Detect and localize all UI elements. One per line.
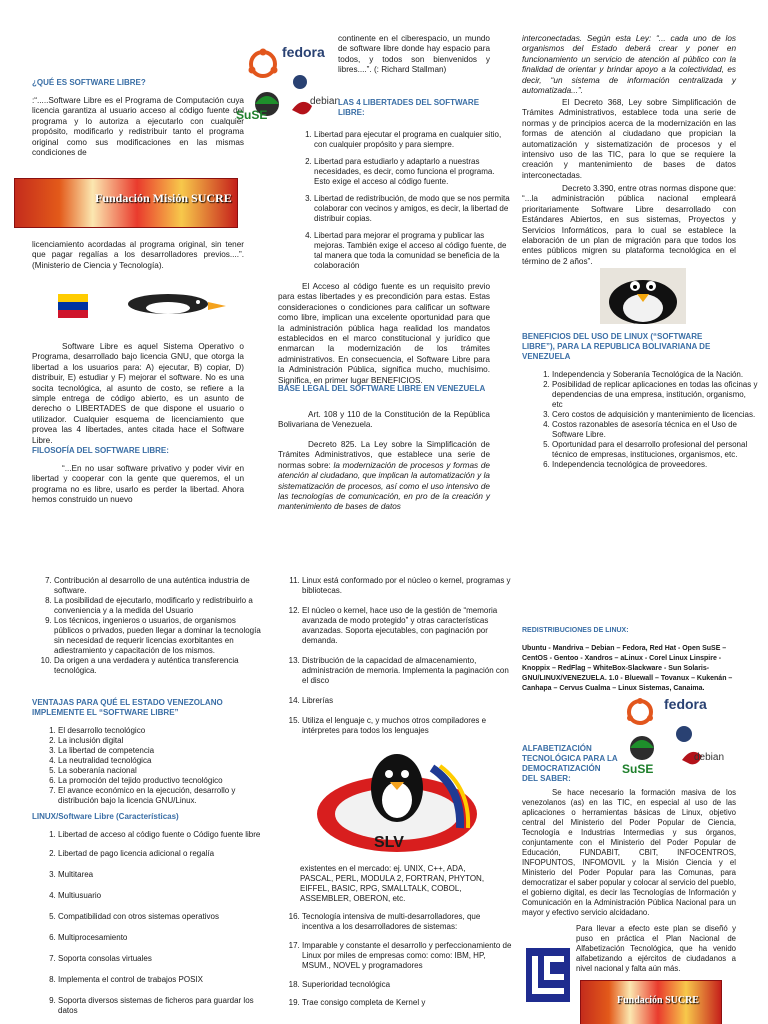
heading-filosofia: FILOSOFÍA DEL SOFTWARE LIBRE: [32, 446, 169, 455]
heading-alfabetizacion: ALFABETIZACIÓN TECNOLÓGICA PARA LA DEMOCRATIZACIÓN DEL SABER: [522, 744, 618, 783]
benefits-list [530, 370, 758, 470]
contribution-item: 7. Contribución al desarrollo de una auténtica industria de software. [54, 576, 264, 596]
feature-item: 4. Multiusuario [58, 891, 268, 901]
advantage-item: 6. La promoción del tejido productivo tecnológico [58, 776, 268, 786]
para-acceso-codigo: El Acceso al código fuente es un requisito previo para estas libertades y es precondición para estas. Estas consideraciones o condiciones para calificar un software como libre, implican una excelente oportunidad para que la administración pública haga realidad los mandatos establecidos en el marco constitucional y jurídico que enmarcan la modernización de los trámites administrativos. En consecuencia, el Software Libre para la Administración Pública, significa mucho, muchísimo. Significa, en primer lugar BENEFICIOS. [278, 282, 490, 385]
linux-item: 17. Imparable y constante el desarrollo y perfeccionamiento de Linux por miles de empresas como: como: IBM, HP, MSUM., NOVEL y programadores [302, 941, 512, 971]
freedom-item: 4. Libertad para mejorar el programa y publicar las mejoras. También exige el acceso al código fuente, de tal manera que toda la comunidad se beneficia de la colaboración [314, 231, 512, 271]
benefit-item: 6. Independencia tecnológica de proveedores. [552, 460, 758, 470]
tux-penguin-image [600, 268, 686, 324]
advantage-item: 1. El desarrollo tecnológico [58, 726, 268, 736]
para-constitucion: Art. 108 y 110 de la Constitución de la República Bolivariana de Venezuela. [278, 410, 490, 430]
freedom-item: 3. Libertad de redistribución, de modo que se nos permita colaborar con vecinos y amigos, es decir, la libertad de distribuir copias. [314, 194, 512, 224]
contribution-item: 9. Los técnicos, ingenieros o usuarios, de organismos públicos o privados, pueden llegar a dominar la tecnología sin necesidad de requerir licencias exorbitantes en adiestramiento y capacitación de los mismos. [54, 616, 264, 656]
feature-item: 3. Multitarea [58, 870, 268, 880]
feature-item: 5. Compatibilidad con otros sistemas operativos [58, 912, 268, 922]
mision-sucre-banner-bottom [580, 980, 722, 1024]
heading-ventajas: VENTAJAS PARA QUÉ EL ESTADO VENEZOLANO IMPLEMENTE EL “SOFTWARE LIBRE” [32, 698, 223, 717]
contributions-list [32, 576, 264, 676]
feature-item: 6. Multiprocesamiento [58, 933, 268, 943]
slv-text: SLV [374, 834, 404, 851]
feature-item: 9. Soporta diversos sistemas de ficheros para guardar los datos [58, 996, 268, 1016]
feature-item: 7. Soporta consolas virtuales [58, 954, 268, 964]
benefit-item: 1. Independencia y Soberanía Tecnológica de la Nación. [552, 370, 758, 380]
debian-logo-text-bottom: debian [694, 752, 725, 763]
banner-text: Fundación Misión SUCRE [95, 191, 232, 205]
freedom-item: 2. Libertad para estudiarlo y adaptarlo a nuestras necesidades, es decir, como funciona el programa. Esto exige el acceso al código fuente. [314, 157, 512, 187]
feature-item: 8. Implementa el control de trabajos POSIX [58, 975, 268, 985]
para-filosofia: “...En no usar software privativo y poder vivir en libertad y cooperar con la gente que queremos, el un programa no es libre, usarlo es perder la libertad. Ahora hemos construido un nuevo [32, 464, 244, 505]
linux-item: 12. El núcleo o kernel, hace uso de la gestión de “memoria avanzada de modo protegido” y otras características avanzadas. Soporta ejecutables, con paginación por demanda. [302, 606, 512, 646]
freedom-item: 1. Libertad para ejecutar el programa en cualquier sitio, con cualquier propósito y para siempre. [314, 130, 512, 150]
linux-item: 13. Distribución de la capacidad de almacenamiento, administración de memoria. Implementa la paginación con el disco [302, 656, 512, 686]
linux-item: 19. Trae consigo completa de Kernel y [302, 998, 512, 1008]
banner-text-bottom: Fundación SUCRE [617, 995, 699, 1006]
heading-beneficios: BENEFICIOS DEL USO DE LINUX (“SOFTWARE LIBRE”), PARA LA REPUBLICA BOLIVARIANA DE VENEZUELA [522, 332, 711, 361]
suse-logo-text: SuSE [236, 108, 268, 122]
plan-nacional-logo [526, 948, 570, 1002]
col1-top [32, 78, 244, 88]
linux-item: 16. Tecnología intensiva de multi-desarrolladores, que incentiva a los desarrolladores de sistemas: [302, 912, 512, 932]
linux-item: 14. Librerías [302, 696, 512, 706]
heading-base-legal: BASE LEGAL DEL SOFTWARE LIBRE EN VENEZUELA [278, 384, 486, 393]
fedora-logo-text-bottom: fedora [664, 696, 707, 712]
linux-item: 18. Superioridad tecnológica [302, 980, 512, 990]
para-licenciamiento: licenciamiento acordadas al programa original, sin tener que pagar regalías a los desarrolladores previos....”. (Ministerio de Ciencia y Tecnología). [32, 240, 244, 270]
para-decreto-825 [278, 440, 490, 513]
advantage-item: 4. La neutralidad tecnológica [58, 756, 268, 766]
advantages-list [36, 726, 268, 806]
freedoms-list [292, 130, 512, 278]
languages-text: existentes en el mercado: ej. UNIX, C++, ADA, PASCAL, PERL, MODULA 2, FORTRAN, PHYTON, EIFFEL, BASIC, RPG, SMALLTALK, COBOL, ASSEMBLER, OBERON, etc. [300, 864, 485, 903]
heading-4-libertades: LAS 4 LIBERTADES DEL SOFTWARE LIBRE: [338, 98, 480, 117]
benefit-item: 4. Costos razonables de asesoría técnica en el Uso de Software Libre. [552, 420, 758, 440]
advantage-item: 3. La libertad de competencia [58, 746, 268, 756]
para-alfabetizacion: Se hace necesario la formación masiva de los venezolanos (as) en las TIC, en especial al uso de las aplicaciones o herramientas básicas de Linux, objetivo central del Ministerio del Poder Popular de Ciencia, Tecnología e Industrias Intermedias y sus órganos, conjuntamente con el Ministerio del Poder Popular de Educación, FUNDABIT, CBIT, INFOCENTROS, INFOPUNTOS, INFOMOVIL y la Misión Ciencia y el Ministerio del Poder Popular para las Comunas, para democratizar el saber popular y colocar al servicio del pueblo, el gobierno digital, es decir las Tecnologías de Información y Comunicación en la Administración Pública Nacional para un mayor y efectivo servicio alcidadano. [522, 788, 736, 917]
para-plan-nacional: Para llevar a efecto este plan se diseñó y puso en práctica el Plan Nacional de Alfabetización Tecnológica, que ha venido alfabetizando a ejércitos de ciudadanos a nivel nacional y falta aún más. [576, 924, 736, 973]
linux-item: 11. Linux está conformado por el núcleo o kernel, programas y bibliotecas. [302, 576, 512, 596]
para-software-libre: Software Libre es aquel Sistema Operativo o Programa, desarrollado bajo licencia GNU, que otorga la libertad a los usuarios para: A) ejecutar, B) copiar, D) distribuir, E) estudiar y F) mejorar el software. No es una socita tecnológica, al asunto de costo, se refiere a la simple entrega de código abierto, es un asunto de derecho o LIBERTADES de que dispone el usuario o utilizador. Cualquier esquema de licenciamiento que provea las 4 libertades, antes citada hace el Software Libre. [32, 342, 244, 445]
mision-sucre-banner [14, 178, 238, 228]
para-decreto-3390: Decreto 3.390, entre otras normas dispone que: “...la administración pública nacional empleará prioritariamente Software Libre desarrollado con Estándares Abiertos, en sus sistemas, Proyectos y Servicios Informáticos, para lo cual se establece la elaboración de un plan de migración para que todos los entes públicos migren su plataforma tecnológica en el término de 2 años”. [522, 184, 736, 266]
contribution-item: 8. La posibilidad de ejecutarlo, modificarlo y redistribuirlo a conveniencia y a la medida del Usuario [54, 596, 264, 616]
linux-items-list-b [280, 912, 512, 1008]
advantage-item: 7. El avance económico en la ejecución, desarrollo y distribución bajo la licencia GNU/Linux. [58, 786, 268, 806]
penguin-flag-image [58, 282, 228, 332]
benefit-item: 3. Cero costos de adquisición y mantenimiento de licencias. [552, 410, 758, 420]
decreto-825-text: Decreto 825. La Ley sobre la Simplificación de Trámites Administrativos, que establece una serie de normas sobre: [278, 440, 490, 470]
suse-logo-text-bottom: SuSE [622, 762, 654, 776]
slv-logo [312, 748, 482, 860]
para-interconectadas: interconectadas. Según esta Ley: “... cada uno de los organismos del Estado deberá crear y poner en funcionamiento un servicio de atención al público con la finalidad de orientar y brindar apoyo a la colectividad, es decir, “un sistema de información centralizada y automatizada...”. [522, 34, 736, 96]
heading-redistribuciones: REDISTRIBUCIONES DE LINUX: [522, 627, 629, 634]
benefit-item: 5. Oportunidad para el desarrollo profesional del personal técnico de empresas, instituciones, organismos, etc. [552, 440, 758, 460]
linux-item: 15. Utiliza el lenguaje c, y muchos otros compiladores e intérpretes para todos los lenguajes [302, 716, 512, 736]
benefit-item: 2. Posibilidad de replicar aplicaciones en todas las oficinas y dependencias de una empresa, institución, organismo, etc [552, 380, 758, 410]
contribution-item: 10. Da origen a una verdadera y auténtica transferencia tecnológica. [54, 656, 264, 676]
advantage-item: 5. La soberanía nacional [58, 766, 268, 776]
advantage-item: 2. La inclusión digital [58, 736, 268, 746]
decreto-825-italic: la modernización de procesos y formas de atención al ciudadano, que implican la automatización y la sistematización de procesos, así como el uso intensivo de las tecnologías de comunicación, en pro de la creación y mantenimiento de bases de datos [278, 460, 490, 512]
para-continente: continente en el ciberespacio, un mundo de software libre donde hay espacio para todos, y todos son bienvenidos y libres....”. (: Richard Stallman) [338, 34, 490, 75]
debian-logo-text: debian [310, 96, 341, 107]
heading-caracteristicas: LINUX/Software Libre (Características) [32, 812, 179, 821]
fedora-logo-text: fedora [282, 44, 325, 60]
feature-item: 1. Libertad de acceso al código fuente o Código fuente libre [58, 830, 268, 840]
heading-que-es: ¿QUÉ ES SOFTWARE LIBRE? [32, 78, 146, 87]
para-definition: :“.....Software Libre es el Programa de Computación cuya licencia garantiza al usuario acceso al código fuente del programa y lo autoriza a ejecutarlo con cualquier propósito, modificarlo y redistribuir tanto el programa original como sus modificaciones en las mismas condiciones de [32, 96, 244, 158]
distros-text: Ubuntu - Mandriva – Debian – Fedora, Red Hat - Open SuSE – CentOS - Gentoo - Xandros – aLinux - Corel Linux Linspire - Knoppix – RedFlag – WhiteBox-Slackware - Sun Solaris-GNU/LINUX/VENEZUELA. 1.0 - Bluewall – Tovanux – Kukenán – Canhapa – Cervus Cualma – Linux Sistemas, Canaima. [522, 645, 733, 692]
para-decreto-368: El Decreto 368, Ley sobre Simplificación de Trámites Administrativos, establece toda una serie de normas y de principios acerca de la modernización en las formas de atención al ciudadano que propician la automatización y sistematización de procesos y el intensivo uso de las TIC, para lo que se requiere la creación y mantenimiento de bases de datos interconectadas. [522, 98, 736, 180]
feature-item: 2. Libertad de pago licencia adicional o regalía [58, 849, 268, 859]
features-list [36, 830, 268, 1016]
linux-items-list-a [280, 576, 512, 736]
